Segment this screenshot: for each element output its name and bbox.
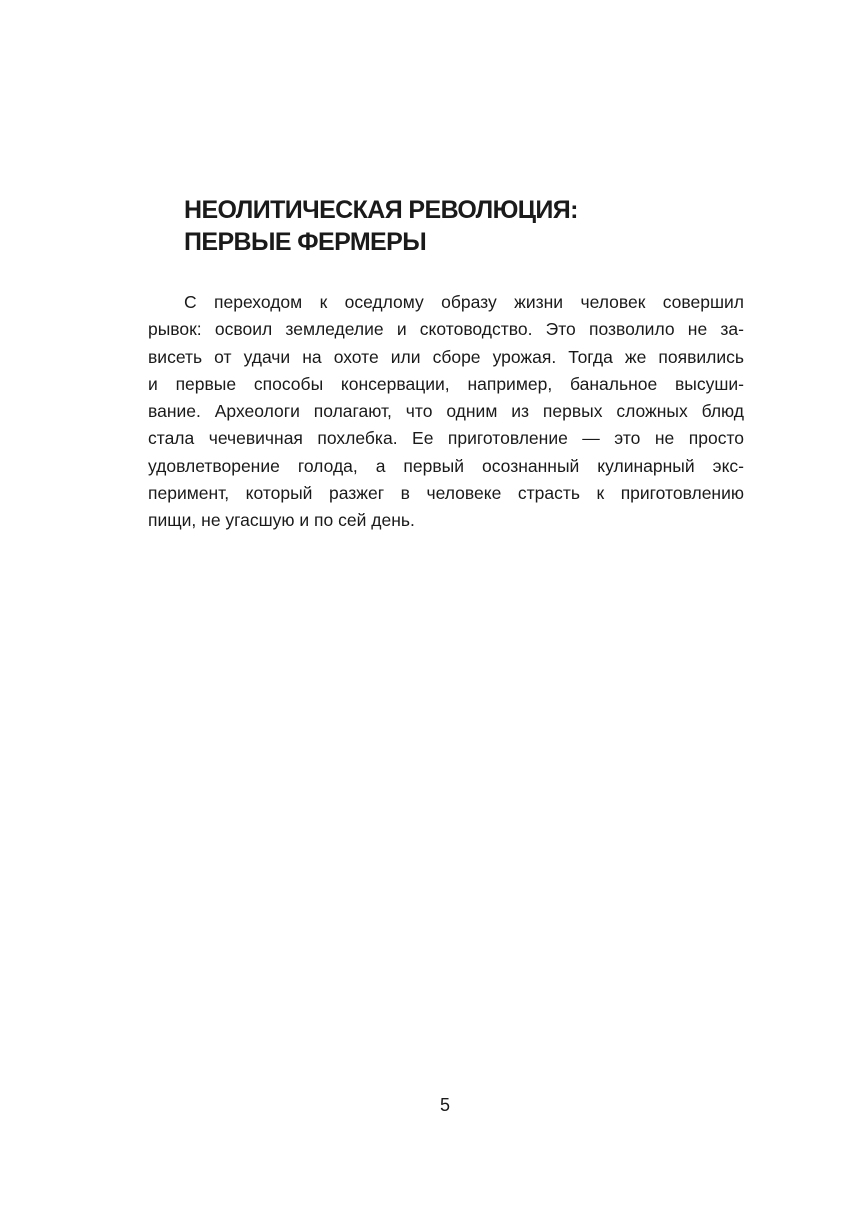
body-paragraph [148, 289, 744, 535]
page-number: 5 [439, 1095, 450, 1115]
paragraph-line: вание. Археологи полагают, что одним из первых сложных блюд [148, 401, 744, 422]
paragraph-line: и первые способы консервации, например, банальное высуши- [148, 373, 744, 394]
chapter-title-line: ПЕРВЫЕ ФЕРМЕРЫ [184, 228, 427, 256]
paragraph-line: удовлетворение голода, а первый осознанный кулинарный экс- [148, 455, 744, 476]
chapter-title-line: НЕОЛИТИЧЕСКАЯ РЕВОЛЮЦИЯ: [184, 196, 578, 224]
paragraph-line: рывок: освоил земледелие и скотоводство. Это позволило не за- [148, 319, 744, 340]
paragraph-line: стала чечевичная похлебка. Ее приготовление — это не просто [148, 428, 744, 449]
paragraph-line: С переходом к оседлому образу жизни человек совершил [184, 292, 744, 312]
paragraph-line: перимент, который разжег в человеке страсть к приготовлению [148, 483, 744, 504]
paragraph-line: пищи, не угасшую и по сей день. [148, 510, 415, 531]
chapter-title [184, 194, 704, 258]
paragraph-line: висеть от удачи на охоте или сборе урожая. Тогда же появились [148, 346, 744, 367]
